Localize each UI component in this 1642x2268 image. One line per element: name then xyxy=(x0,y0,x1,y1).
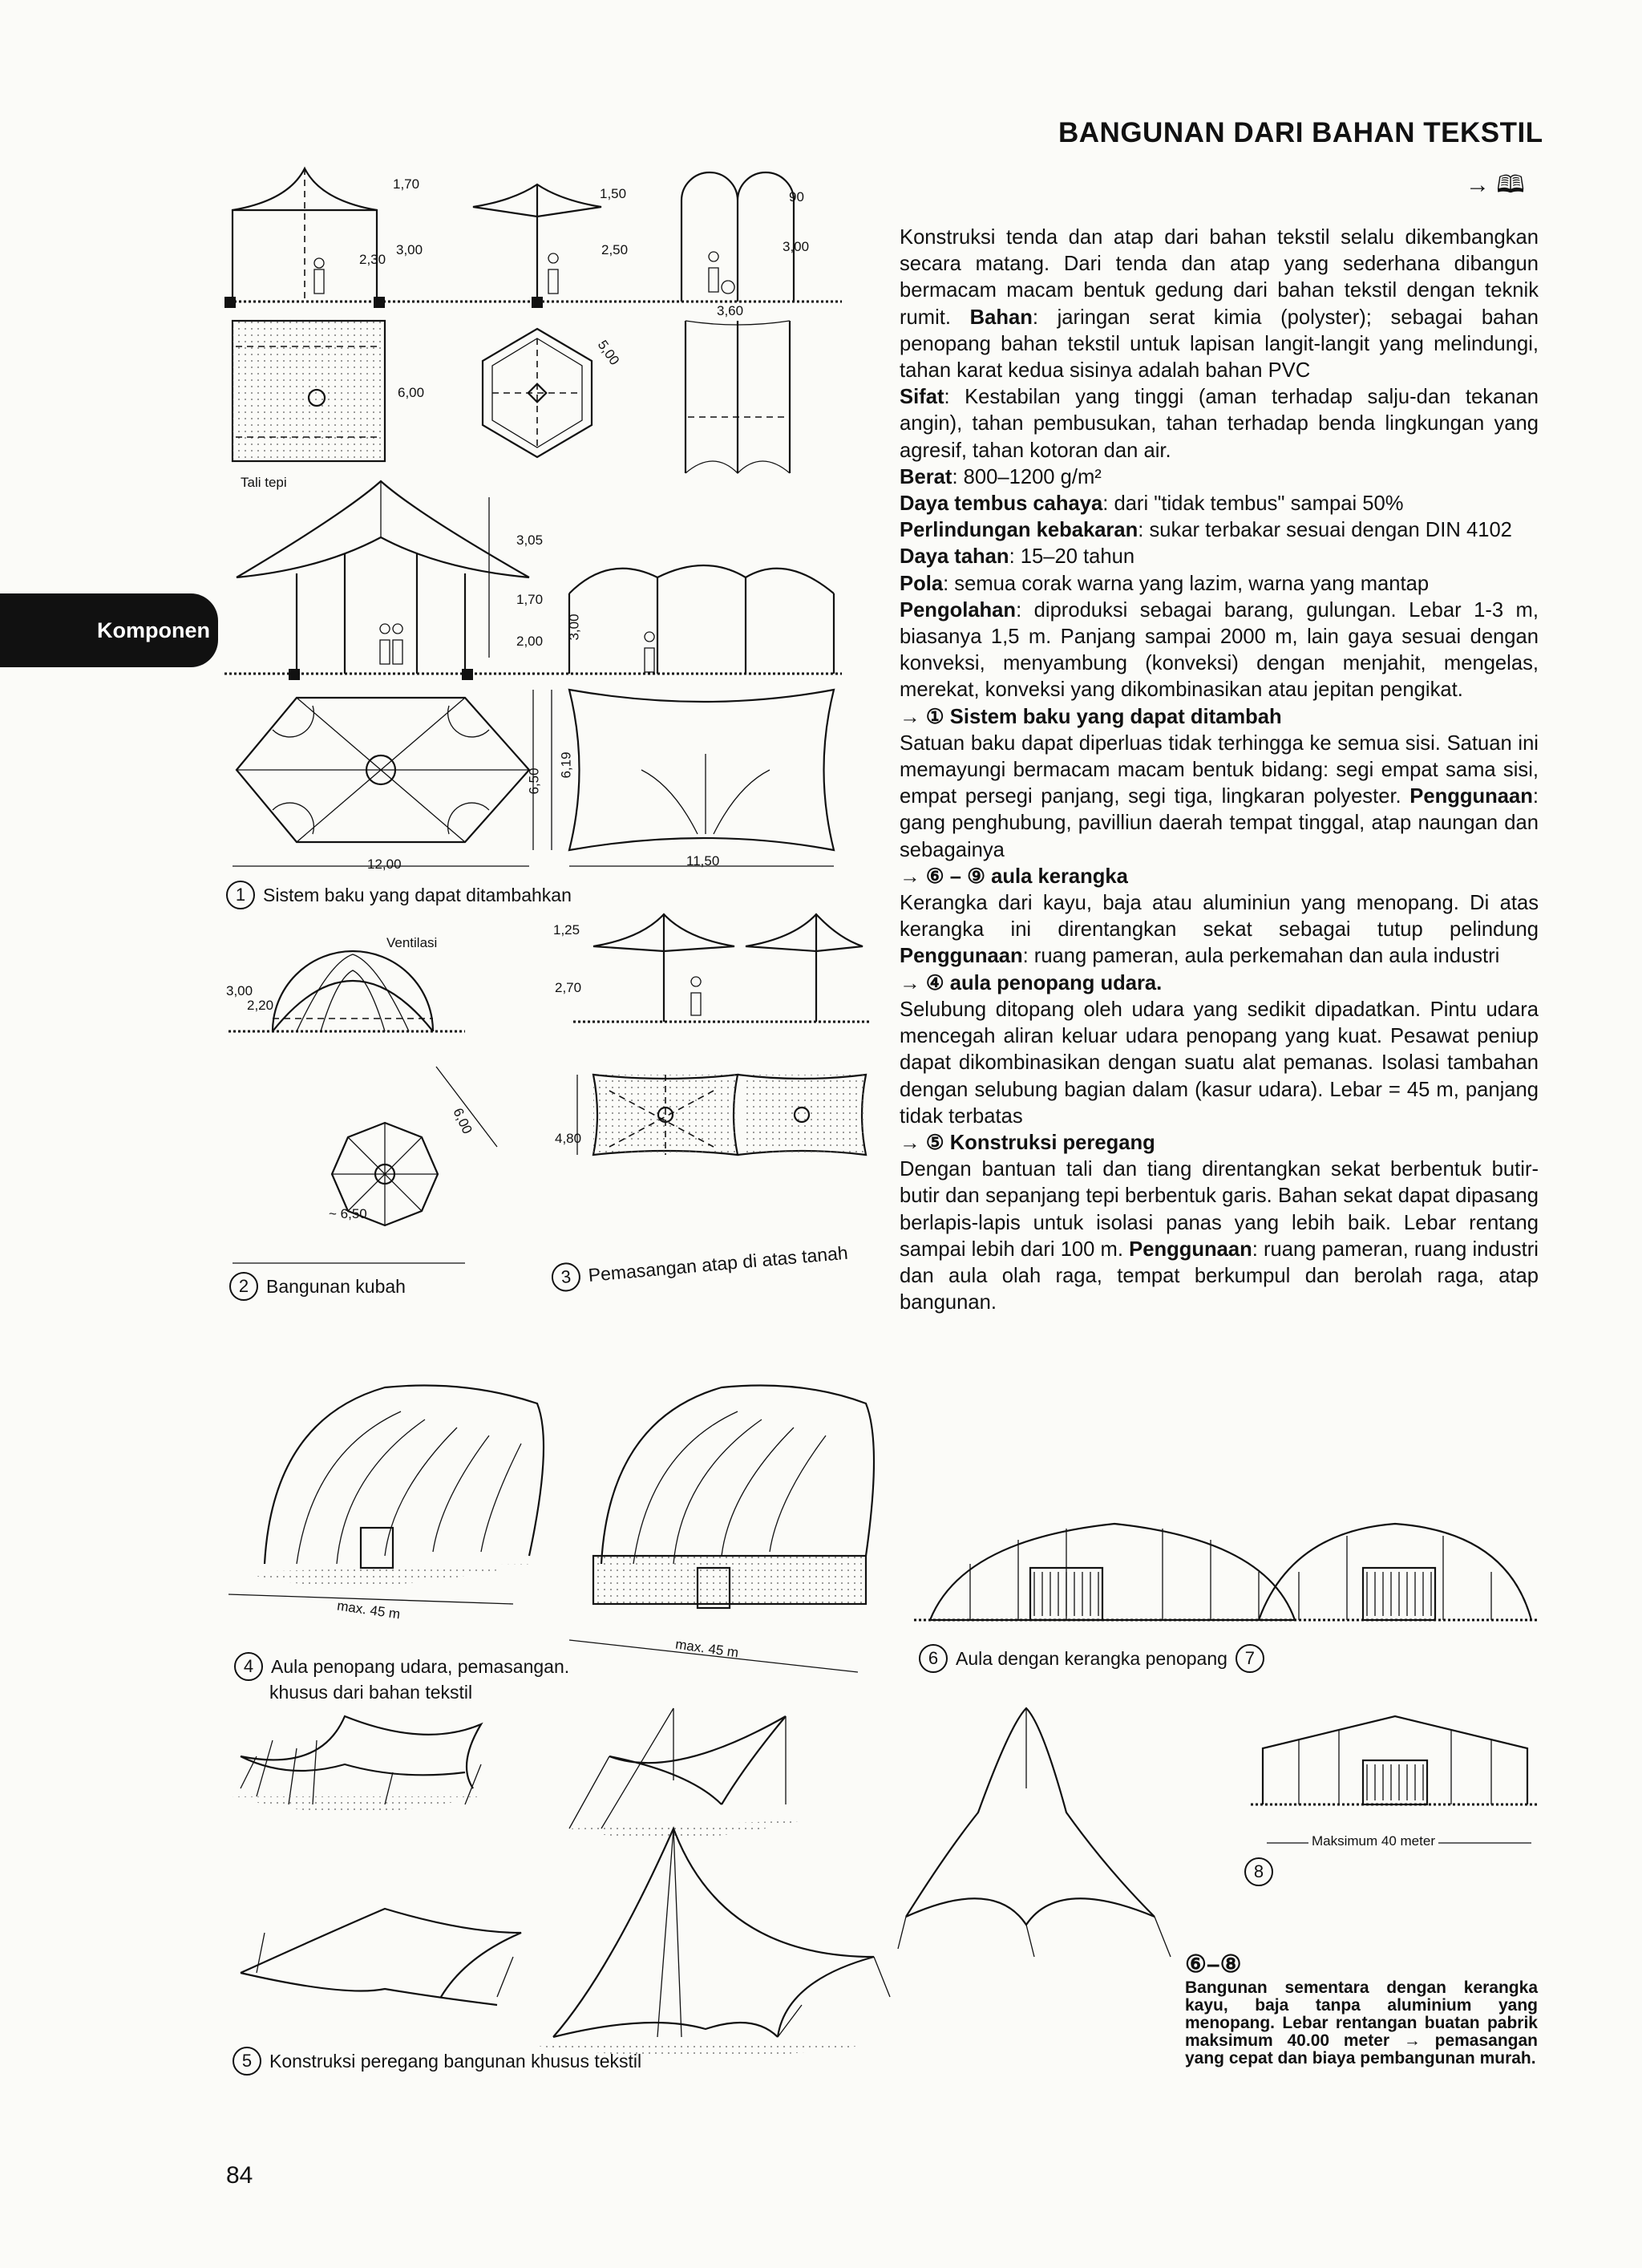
section-3-text: Selubung ditopang oleh udara yang sedikit dipadatkan. Pintu udara mencegah aliran keluar udara penopang yang kuat. Pesawat peniup dapat dikombinasikan dengan suatu alat pemanas. Isolasi tambahan dengan selubung bagian dalam (kasur udara). Lebar = 45 m, panjang tidak terbatas xyxy=(900,998,1539,1128)
figure-3-umbrella-drawing xyxy=(553,906,874,1227)
figure-5-tensile-drawings xyxy=(224,1692,1251,2061)
page-title: BANGUNAN DARI BAHAN TEKSTIL xyxy=(1058,117,1543,148)
dim-label: 2,70 xyxy=(555,980,582,995)
figure-number: 2 xyxy=(229,1272,258,1301)
berat-line: Berat: 800–1200 g/m² xyxy=(900,465,1102,488)
figure-6-caption: 6 Aula dengan kerangka penopang 7 xyxy=(919,1644,1264,1673)
figure-6-7-frame-hall-drawing xyxy=(914,1508,1555,1636)
dim-label: max. 45 m xyxy=(674,1636,740,1661)
figure-number: 3 xyxy=(550,1262,581,1293)
figure-4-air-hall-drawing xyxy=(224,1363,890,1668)
dim-label: 6,19 xyxy=(558,751,574,779)
pola-line: Pola: semua corak warna yang lazim, warna yang mantap xyxy=(900,572,1430,595)
figure-5-caption: 5 Konstruksi peregang bangunan khusus tekstil xyxy=(233,2047,641,2076)
page-number: 84 xyxy=(226,2162,253,2189)
dim-label: 12,00 xyxy=(367,857,402,872)
sifat-paragraph: Sifat: Kestabilan yang tinggi (aman terhadap salju-dan tekanan angin), tahan pembusukan, tahan terhadap benda lingkungan yang agresif, tahan kotoran dan air. xyxy=(900,386,1539,462)
book-reference-icon: → 🕮 xyxy=(1466,172,1525,198)
dim-label: 2,20 xyxy=(247,998,274,1013)
dim-label: 1,70 xyxy=(393,176,420,192)
section-4-heading: → ⑤ Konstruksi peregang xyxy=(900,1131,1155,1154)
body-text xyxy=(900,225,1539,1316)
dim-label: max. 45 m xyxy=(336,1598,402,1622)
dim-label: 6,00 xyxy=(450,1105,475,1136)
section-tab[interactable] xyxy=(0,593,218,667)
dim-label: 90 xyxy=(789,189,804,205)
dim-label: 3,05 xyxy=(516,533,544,548)
section-1-text: Satuan baku dapat diperluas tidak terhingga ke semua sisi. Satuan ini memayungi bermacam macam bentuk bidang: segi empat sama sisi, empat persegi panjang, segi tiga, lingkaran polyester. Penggunaan: gang penghubung, pavilliun daerah tempat tinggal, atap naungan dan sebagainya xyxy=(900,731,1539,861)
figure-number: 6 xyxy=(919,1644,948,1673)
dim-label: 3,60 xyxy=(717,303,744,318)
dim-label: 1,50 xyxy=(600,186,627,201)
dim-label: 6,00 xyxy=(398,385,425,400)
kebakaran-line: Perlindungan kebakaran: sukar terbakar sesuai dengan DIN 4102 xyxy=(900,519,1512,542)
intro-paragraph: Konstruksi tenda dan atap dari bahan tekstil selalu dikembangkan secara matang. Dari tenda dan atap yang sederhana dibangun bermacam macam bentuk gedung dari bahan tekstil dengan teknik rumit. Bahan: jaringan serat kimia (polyster); sebagai bahan penopang bahan tekstil untuk lapisan langit-langit yang melindungi, tahan karat kedua sisinya adalah bahan PVC xyxy=(900,226,1539,383)
figure-number: 5 xyxy=(233,2047,261,2076)
dim-label: 2,30 xyxy=(359,252,386,267)
figure-number: 1 xyxy=(226,881,255,909)
dim-label: 3,00 xyxy=(783,239,810,254)
figure-number: 4 xyxy=(234,1652,263,1681)
figure-3-caption: 3 Pemasangan atap di atas tanah xyxy=(550,1238,849,1293)
dim-label: Ventilasi xyxy=(386,935,438,950)
dim-label: 1,70 xyxy=(516,592,544,607)
cahaya-line: Daya tembus cahaya: dari "tidak tembus" sampai 50% xyxy=(900,492,1404,516)
section-2-heading: → ⑥ – ⑨ aula kerangka xyxy=(900,865,1128,888)
dim-label: 2,00 xyxy=(516,634,544,649)
section-tab-label: Komponen xyxy=(97,618,210,642)
section-2-text: Kerangka dari kayu, baja atau aluminiun yang menopang. Di atas kerangka ini direntangkan sekat sebagai tutup pelindung Penggunaan: ruang pameran, aula perkemahan dan aula industri xyxy=(900,892,1539,968)
figure-1-drawings xyxy=(224,160,866,882)
dim-label: ~ 6,50 xyxy=(329,1206,367,1221)
section-3-heading: → ④ aula penopang udara. xyxy=(900,971,1163,994)
figure-number: 8 xyxy=(1244,1857,1273,1886)
dim-label: Tali tepi xyxy=(241,475,287,490)
dim-label: 2,50 xyxy=(601,242,629,257)
pengolahan-paragraph: Pengolahan: diproduksi sebagai barang, gulungan. Lebar 1-3 m, biasanya 1,5 m. Panjang sampai 2000 m, lain gaya sesuai dengan konveksi, menyambung (konveksi) dengan menjahit, mengelas, merekat, konveksi yang dikombinasikan atau jepitan pengikat. xyxy=(900,598,1539,702)
dim-label: 1,25 xyxy=(553,922,580,938)
dim-label: 5,00 xyxy=(594,337,623,368)
figure-number: 7 xyxy=(1236,1644,1264,1673)
dim-label: Maksimum 40 meter xyxy=(1308,1833,1438,1849)
dim-label: 4,80 xyxy=(555,1131,582,1146)
note-text: Bangunan sementara dengan kerangka kayu, baja tanpa aluminium yang menopang. Lebar rentangan buatan pabrik maksimum 40.00 meter → pemasangan yang cepat dan biaya pembangunan murah. xyxy=(1185,1978,1538,2068)
note-heading: ⑥–⑧ xyxy=(1185,1951,1242,1978)
dim-label: 3,00 xyxy=(226,983,253,998)
dim-label: 3,00 xyxy=(566,614,582,641)
dim-label: 6,50 xyxy=(526,767,542,795)
figure-2-caption: 2 Bangunan kubah xyxy=(229,1272,406,1301)
tahan-line: Daya tahan: 15–20 tahun xyxy=(900,545,1135,569)
section-4-text: Dengan bantuan tali dan tiang direntangkan sekat berbentuk butir-butir dan sepanjang tepi berbentuk garis. Bahan sekat dapat dipasang berlapis-lapis untuk isolasi panas yang lebih baik. Lebar rentang sampai lebih dari 100 m. Penggunaan: ruang pameran, ruang industri dan aula olah raga, tempat berkumpul dan berolah raga, atap bangunan. xyxy=(900,1158,1539,1314)
dim-label: 11,50 xyxy=(686,853,720,869)
section-1-heading: → ① Sistem baku yang dapat ditambah xyxy=(900,705,1282,728)
figure-4-caption: 4 Aula penopang udara, pemasangan. khusus dari bahan tekstil xyxy=(234,1652,569,1703)
dim-label: 3,00 xyxy=(396,242,423,257)
figure-1-caption: 1 Sistem baku yang dapat ditambahkan xyxy=(226,881,572,909)
